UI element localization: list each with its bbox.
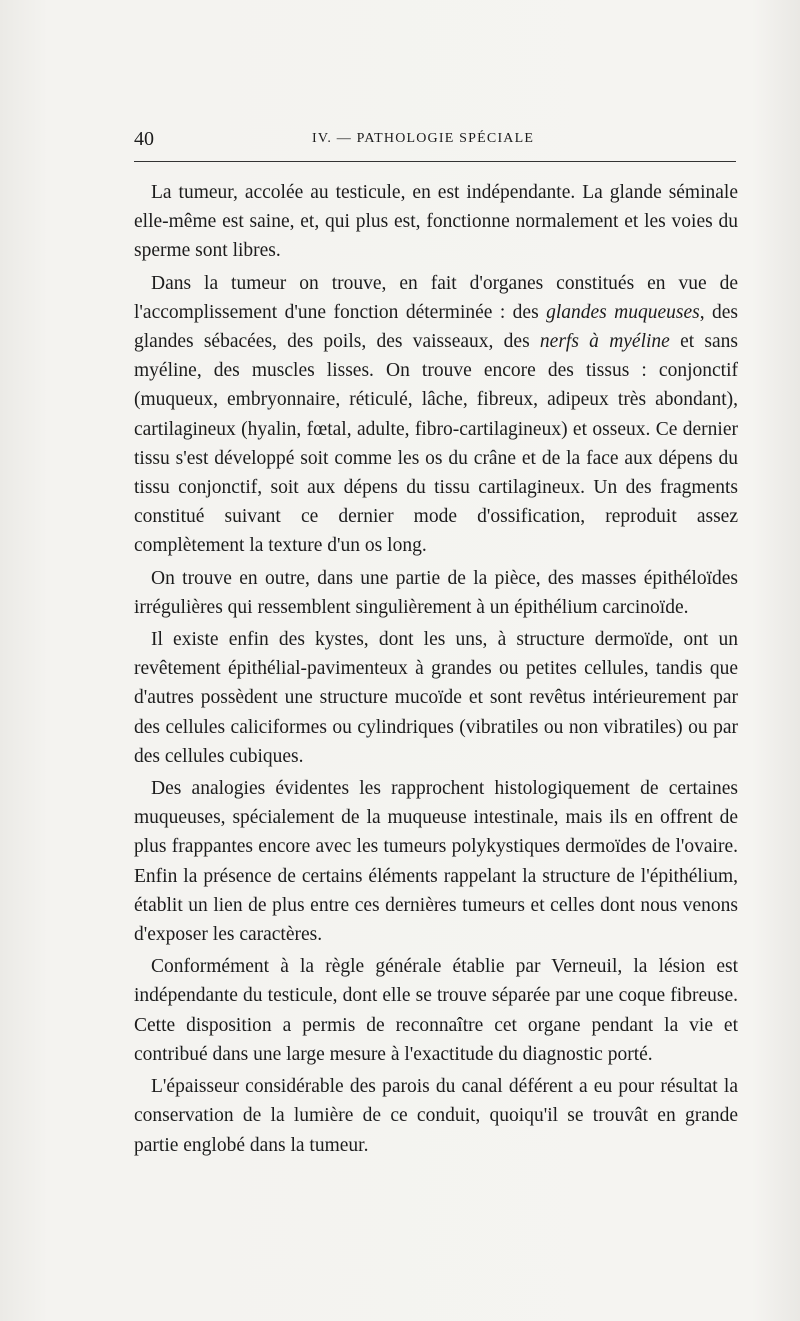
paragraph-6 xyxy=(134,952,738,1069)
paragraph-1 xyxy=(134,178,738,266)
running-title: IV. — PATHOLOGIE SPÉCIALE xyxy=(312,131,535,146)
paragraph-segment: et sans myéline, des muscles lisses. On trouve encore des tissus : conjonctif (muqueux, embryonnaire, réticulé, lâche, fibreux, adipeux très abondant), cartilagineux (hyalin, fœtal, adulte, fibro-cartilagineux) et osseux. Ce dernier tissu s'est développé soit comme les os du crâne et de la face aux dépens du tissu conjonctif, soit aux dépens du tissu cartilagineux. Un des fragments constitué suivant ce dernier mode d'ossification, reproduit assez complètement la texture d'un os long. xyxy=(134,331,739,557)
paragraph-segment: On trouve en outre, dans une partie de la pièce, des masses épithéloïdes irrégulières qui ressemblent singulièrement à un épithélium carcinoïde. xyxy=(134,567,738,618)
paragraph-segment: La tumeur, accolée au testicule, en est indépendante. La glande séminale elle-même est saine, et, qui plus est, fonctionne normalement et les voies du sperme sont libres. xyxy=(134,182,738,262)
header-rule xyxy=(134,161,736,162)
paragraph-segment: Il existe enfin des kystes, dont les uns, à structure dermoïde, ont un revêtement épithélial-pavimenteux à grandes ou petites cellules, tandis que d'autres possèdent une structure mucoïde et sont revêtus intérieurement par des cellules caliciformes ou cylindriques (vibratiles ou non vibratiles) ou par des cellules cubiques. xyxy=(134,629,738,767)
body-text xyxy=(134,178,738,1160)
paragraph-4 xyxy=(134,625,738,771)
paragraph-3 xyxy=(134,564,738,622)
paragraph-2 xyxy=(134,269,738,561)
page-header xyxy=(134,128,744,158)
paragraph-segment: , des glandes sébacées, des poils, des vaisseaux, des xyxy=(134,301,739,353)
paragraph-segment: Dans la tumeur on trouve, en fait d'organes constitués en vue de l'accomplissement d'une fonction déterminée : des xyxy=(134,272,738,323)
paragraph-segment: Conformément à la règle générale établie par Verneuil, la lésion est indépendante du testicule, dont elle se trouve séparée par une coque fibreuse. Cette disposition a permis de reconnaître cet organe pendant la vie et contribué dans une large mesure à l'exactitude du diagnostic porté. xyxy=(134,956,738,1065)
paragraph-segment-italic: glandes muqueuses xyxy=(546,301,700,323)
paragraph-segment-italic: nerfs à myéline xyxy=(539,331,670,353)
paragraph-segment: Des analogies évidentes les rapprochent histologiquement de certaines muqueuses, spécialement de la muqueuse intestinale, mais ils en offrent de plus frappantes encore avec les tumeurs polykystiques dermoïdes de l'ovaire. Enfin la présence de certains éléments rappelant la structure de l'épithélium, établit un lien de plus entre ces dernières tumeurs et celles dont nous venons d'exposer les caractères. xyxy=(134,778,738,946)
paragraph-segment: L'épaisseur considérable des parois du canal déférent a eu pour résultat la conservation de la lumière de ce conduit, quoiqu'il se trouvât en grande partie englobé dans la tumeur. xyxy=(134,1076,738,1156)
page-number: 40 xyxy=(134,128,154,150)
paragraph-7 xyxy=(134,1072,738,1160)
paragraph-5 xyxy=(134,774,738,949)
